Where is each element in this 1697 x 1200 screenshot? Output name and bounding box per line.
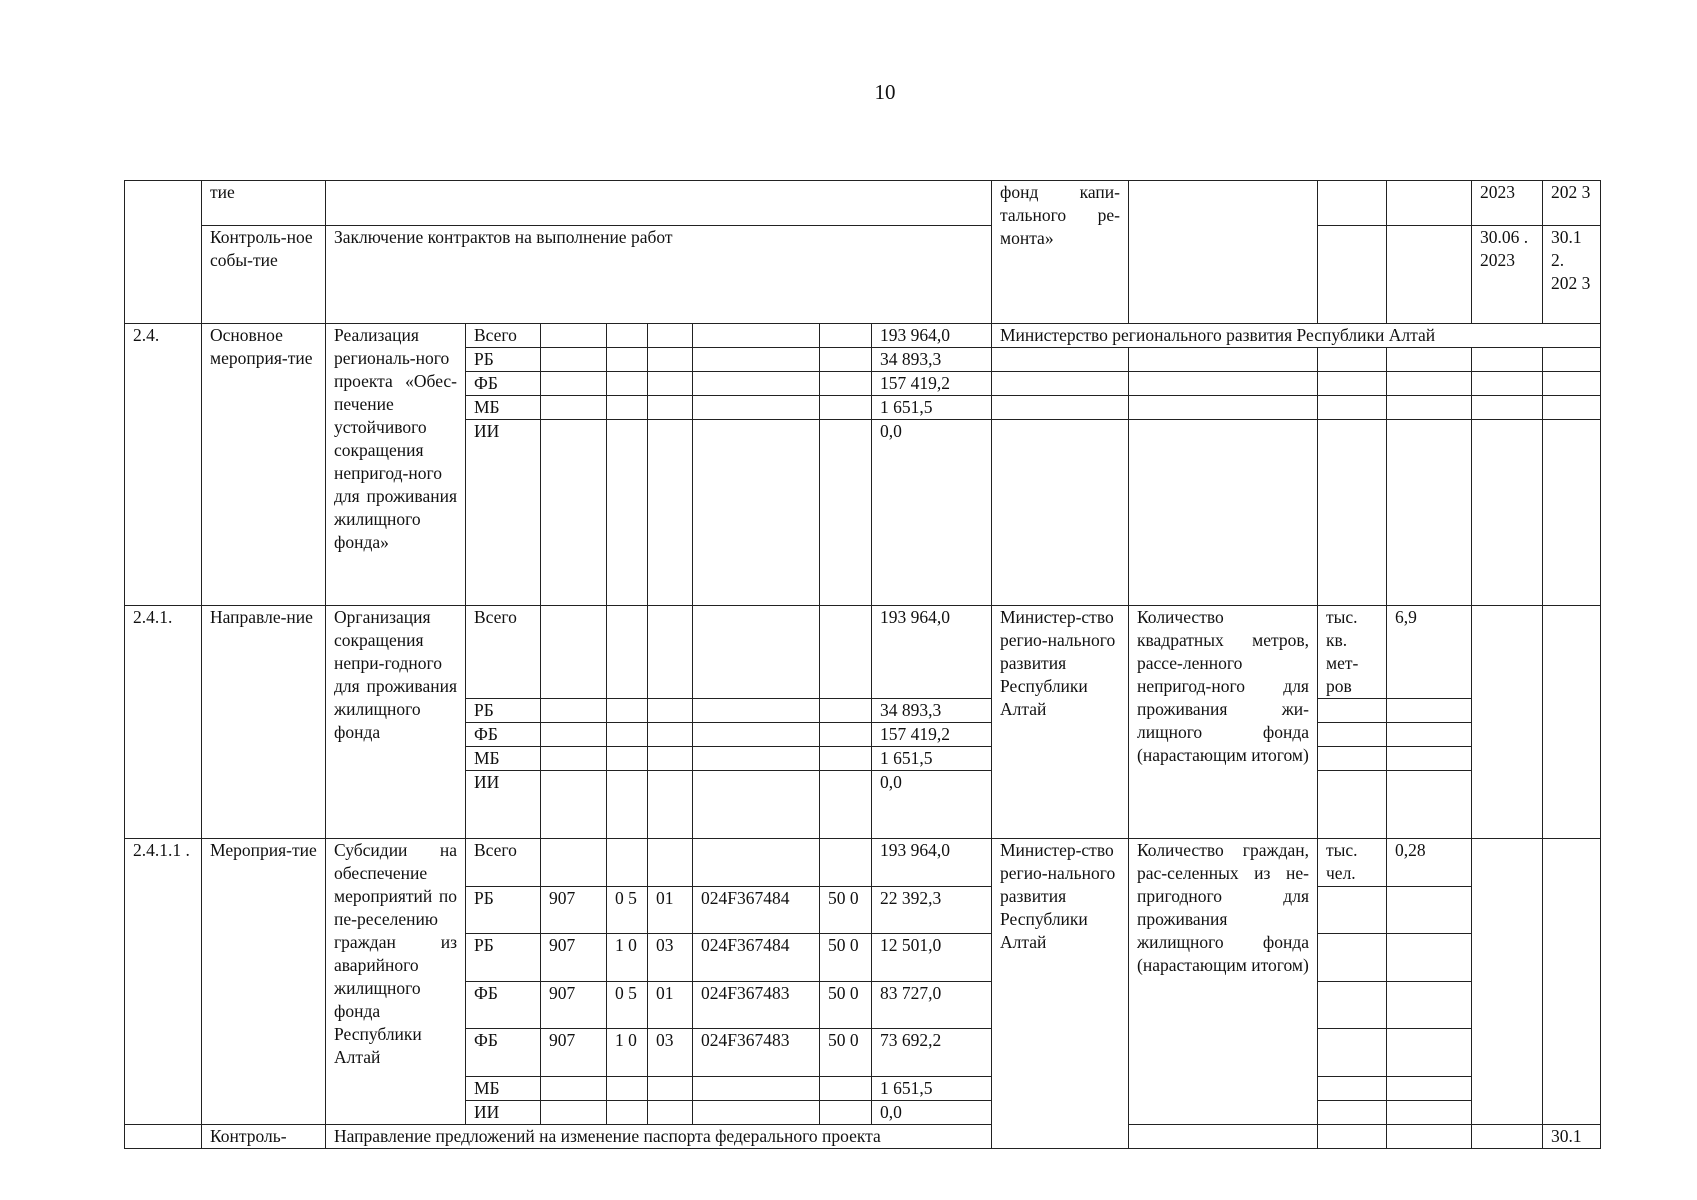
end-date-cell: 30.1	[1543, 1125, 1601, 1149]
indicator-cell	[1129, 1125, 1318, 1149]
rz-cell: 0 5	[607, 982, 648, 1029]
rz-cell: 1 0	[607, 934, 648, 982]
amount-cell: 34 893,3	[872, 699, 992, 723]
amount-cell: 0,0	[872, 771, 992, 839]
vr-cell: 50 0	[820, 934, 872, 982]
amount-cell: 1 651,5	[872, 1077, 992, 1101]
csr-cell: 024F367484	[693, 887, 820, 934]
start-date-cell	[1472, 1125, 1543, 1149]
amount-cell: 0,0	[872, 1101, 992, 1125]
target-cell	[1387, 226, 1472, 324]
table-row	[125, 606, 1601, 699]
rz-cell: 1 0	[607, 1029, 648, 1077]
pr-cell: 01	[648, 887, 693, 934]
end-date-cell	[1543, 839, 1601, 1125]
rz-cell: 0 5	[607, 887, 648, 934]
source-cell: ФБ	[466, 1029, 541, 1077]
control-event-text: Заключение контрактов на выполнение работ	[326, 226, 992, 324]
amount-cell: 157 419,2	[872, 723, 992, 747]
page-number: 10	[874, 80, 896, 104]
type-cell: Основное мероприя-тие	[202, 324, 326, 606]
end-date-cell	[1543, 606, 1601, 839]
grbs-cell: 907	[541, 1029, 607, 1077]
type-cell: Мероприя-тие	[202, 839, 326, 1125]
program-table	[124, 180, 1601, 1149]
pr-cell	[648, 839, 693, 887]
pr-cell: 03	[648, 1029, 693, 1077]
start-date-cell	[1472, 606, 1543, 839]
table-row	[125, 324, 1601, 348]
target-cell: 0,28	[1387, 839, 1472, 887]
table-row	[125, 839, 1601, 887]
grbs-cell	[541, 839, 607, 887]
source-cell: Всего	[466, 839, 541, 887]
source-cell: Всего	[466, 606, 541, 699]
rz-cell	[607, 839, 648, 887]
source-cell: РБ	[466, 699, 541, 723]
end-date-cell: 30.1 2. 202 3	[1543, 226, 1601, 324]
indicator-cell: Количество квадратных метров, рассе-ленного непригод-ного для проживания жи-лищного фонда (нарастающим итогом)	[1129, 606, 1318, 839]
responsible-cell: Министерство регионального развития Республики Алтай	[992, 324, 1601, 348]
csr-cell	[693, 839, 820, 887]
pr-cell: 01	[648, 982, 693, 1029]
unit-cell	[1318, 226, 1387, 324]
start-date-cell: 2023	[1472, 181, 1543, 226]
start-date-cell: 30.06 . 2023	[1472, 226, 1543, 324]
source-cell: РБ	[466, 934, 541, 982]
amount-cell: 12 501,0	[872, 934, 992, 982]
source-cell: ИИ	[466, 420, 541, 606]
vr-cell: 50 0	[820, 1029, 872, 1077]
responsible-cell: Министер-ство регио-нального развития Республики Алтай	[992, 839, 1129, 1149]
unit-cell: тыс. кв. мет-ров	[1318, 606, 1387, 699]
amount-cell: 73 692,2	[872, 1029, 992, 1077]
control-event-label: Контроль-ное собы-тие	[202, 226, 326, 324]
amount-cell: 1 651,5	[872, 747, 992, 771]
source-cell: МБ	[466, 747, 541, 771]
indicator-cell: Количество граждан, рас-селенных из не-пригодного для проживания жилищного фонда (нарастающим итогом)	[1129, 839, 1318, 1125]
vr-cell: 50 0	[820, 887, 872, 934]
source-cell: ФБ	[466, 982, 541, 1029]
amount-cell: 157 419,2	[872, 372, 992, 396]
number-cell: 2.4.1.	[125, 606, 202, 839]
responsible-cell: Министер-ство регио-нального развития Республики Алтай	[992, 606, 1129, 839]
unit-cell: тыс. чел.	[1318, 839, 1387, 887]
type-cell: тие	[202, 181, 326, 226]
amount-cell: 0,0	[872, 420, 992, 606]
unit-cell	[1318, 1125, 1387, 1149]
source-cell: ФБ	[466, 372, 541, 396]
source-cell: ИИ	[466, 771, 541, 839]
csr-cell: 024F367483	[693, 1029, 820, 1077]
amount-cell: 1 651,5	[872, 396, 992, 420]
source-cell: МБ	[466, 1077, 541, 1101]
source-cell: РБ	[466, 348, 541, 372]
amount-cell: 34 893,3	[872, 348, 992, 372]
name-cell: Реализация региональ-ного проекта «Обес-печение устойчивого сокращения непригод-ного для проживания жилищного фонда»	[326, 324, 466, 606]
name-cell: Организация сокращения непри-годного для проживания жилищного фонда	[326, 606, 466, 839]
grbs-cell: 907	[541, 982, 607, 1029]
source-cell: ИИ	[466, 1101, 541, 1125]
amount-cell: 83 727,0	[872, 982, 992, 1029]
table-row	[125, 226, 1601, 324]
csr-cell: 024F367483	[693, 982, 820, 1029]
table-row	[125, 181, 1601, 226]
start-date-cell	[1472, 839, 1543, 1125]
source-cell: Всего	[466, 324, 541, 348]
source-cell: РБ	[466, 887, 541, 934]
indicator-cell	[1129, 181, 1318, 324]
source-cell: ФБ	[466, 723, 541, 747]
target-cell	[1387, 181, 1472, 226]
control-event-text: Направление предложений на изменение паспорта федерального проекта	[326, 1125, 992, 1149]
amount-cell: 193 964,0	[872, 606, 992, 699]
number-cell	[125, 1125, 202, 1149]
responsible-cell: фонд капи-тального ре-монта»	[992, 181, 1129, 324]
vr-cell	[820, 839, 872, 887]
amount-cell: 22 392,3	[872, 887, 992, 934]
csr-cell: 024F367484	[693, 934, 820, 982]
control-event-label: Контроль-	[202, 1125, 326, 1149]
amount-cell: 193 964,0	[872, 324, 992, 348]
source-cell: МБ	[466, 396, 541, 420]
unit-cell	[1318, 181, 1387, 226]
name-cell: Субсидии на обеспечение мероприятий по пе-реселению граждан из аварийного жилищного фонда Республики Алтай	[326, 839, 466, 1125]
vr-cell: 50 0	[820, 982, 872, 1029]
amount-cell: 193 964,0	[872, 839, 992, 887]
grbs-cell: 907	[541, 934, 607, 982]
end-date-cell: 202 3	[1543, 181, 1601, 226]
number-cell: 2.4.	[125, 324, 202, 606]
target-cell	[1387, 1125, 1472, 1149]
table-row	[125, 1125, 1601, 1149]
name-cell	[326, 181, 992, 226]
type-cell: Направле-ние	[202, 606, 326, 839]
grbs-cell: 907	[541, 887, 607, 934]
number-cell: 2.4.1.1 .	[125, 839, 202, 1125]
pr-cell: 03	[648, 934, 693, 982]
number-cell	[125, 181, 202, 324]
target-cell: 6,9	[1387, 606, 1472, 699]
